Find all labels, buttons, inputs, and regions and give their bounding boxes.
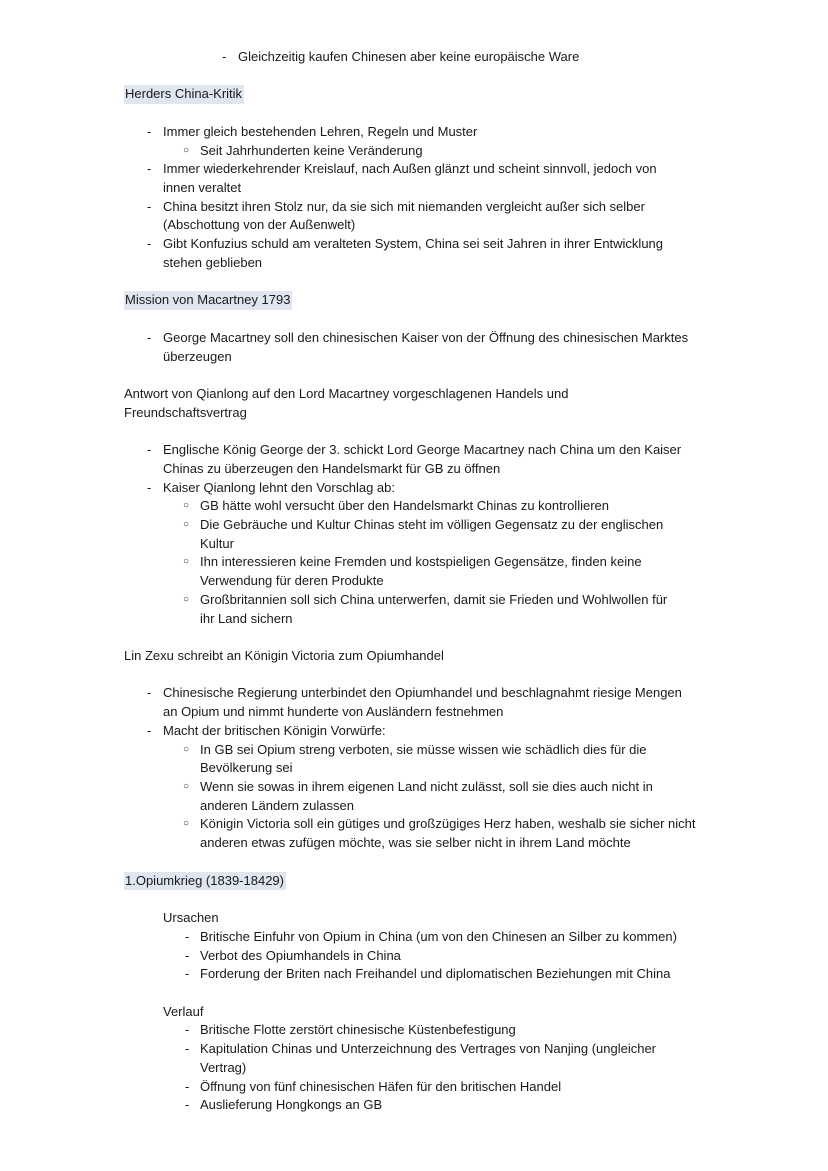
line-text: überzeugen <box>163 348 232 364</box>
line-text: Freundschaftsvertrag <box>124 404 247 420</box>
sub-bullet-item <box>0 516 828 553</box>
blank-line <box>0 853 828 872</box>
bullet-item <box>0 235 828 272</box>
text-line <box>0 348 828 367</box>
subheading <box>0 909 828 928</box>
subheading <box>0 1003 828 1022</box>
text-line <box>0 684 828 703</box>
line-text: Verwendung für deren Produkte <box>200 573 384 589</box>
dash-bullet-icon: - <box>147 161 152 177</box>
text-line <box>0 1040 828 1059</box>
heading-text: Herders China-Kritik <box>124 85 244 104</box>
text-line <box>0 965 828 984</box>
line-text: Ihn interessieren keine Fremden und kostspieligen Gegensätze, finden keine <box>200 554 642 570</box>
bullet-item <box>0 684 828 721</box>
line-text: Bevölkerung sei <box>200 760 293 776</box>
dash-bullet-icon: - <box>185 1097 190 1113</box>
line-text: GB hätte wohl versucht über den Handelsmarkt Chinas zu kontrollieren <box>200 498 609 514</box>
dash-bullet-icon: - <box>185 1078 190 1094</box>
text-line <box>0 591 828 610</box>
sub-bullet-item <box>0 553 828 590</box>
text-line <box>0 48 828 67</box>
bullet-item <box>0 329 828 366</box>
circle-bullet-icon: ○ <box>183 781 190 793</box>
line-text: Verbot des Opiumhandels in China <box>200 947 401 963</box>
text-line <box>0 198 828 217</box>
sub-bullet-item <box>0 591 828 628</box>
text-line <box>0 535 828 554</box>
text-line <box>0 516 828 535</box>
bullet-item <box>0 1078 828 1097</box>
text-line <box>0 647 828 666</box>
sub-bullet-item <box>0 497 828 516</box>
line-text: Chinas zu überzeugen den Handelsmarkt für GB zu öffnen <box>163 460 501 476</box>
line-text: Britische Einfuhr von Opium in China (um von den Chinesen an Silber zu kommen) <box>200 928 677 944</box>
sub-bullet-item <box>0 815 828 852</box>
bullet-item <box>0 1096 828 1115</box>
text-line <box>0 329 828 348</box>
blank-line <box>0 422 828 441</box>
bullet-item <box>0 160 828 197</box>
line-text: Macht der britischen Königin Vorwürfe: <box>163 722 386 738</box>
bullet-item <box>0 1040 828 1077</box>
line-text: Chinesische Regierung unterbindet den Opiumhandel und beschlagnahmt riesige Mengen <box>163 685 682 701</box>
line-text: Ursachen <box>163 910 219 926</box>
text-line <box>0 703 828 722</box>
text-line <box>0 404 828 423</box>
line-text: Antwort von Qianlong auf den Lord Macartney vorgeschlagenen Handels und <box>124 385 569 401</box>
circle-bullet-icon: ○ <box>183 144 190 156</box>
dash-bullet-icon: - <box>147 329 152 345</box>
bullet-item <box>0 441 828 478</box>
text-line <box>0 722 828 741</box>
text-line <box>0 441 828 460</box>
bullet-item <box>0 722 828 741</box>
line-text: Lin Zexu schreibt an Königin Victoria zum Opiumhandel <box>124 648 444 663</box>
text-line <box>0 85 828 104</box>
bullet-item <box>0 947 828 966</box>
line-text: anderen etwas zufügen möchte, was sie selber nicht in ihrem Land möchte <box>200 835 631 851</box>
text-line <box>0 160 828 179</box>
line-text: stehen geblieben <box>163 254 263 270</box>
dash-bullet-icon: - <box>185 1041 190 1057</box>
text-line <box>0 142 828 161</box>
text-line <box>0 1003 828 1022</box>
section-heading <box>0 85 828 104</box>
dash-bullet-icon: - <box>185 1022 190 1038</box>
circle-bullet-icon: ○ <box>183 593 190 605</box>
bullet-item <box>0 123 828 142</box>
dash-bullet-icon: - <box>222 49 227 64</box>
text-line <box>0 254 828 273</box>
section-heading <box>0 291 828 310</box>
text-line <box>0 909 828 928</box>
line-text: Verlauf <box>163 1003 204 1019</box>
line-text: Gibt Konfuzius schuld am veralteten System, China sei seit Jahren in ihrer Entwicklung <box>163 236 664 252</box>
blank-line <box>0 984 828 1003</box>
text-line <box>0 123 828 142</box>
dash-bullet-icon: - <box>147 685 152 701</box>
line-text: ihr Land sichern <box>200 610 293 626</box>
blank-line <box>0 890 828 909</box>
paragraph <box>0 647 828 666</box>
line-text: Immer gleich bestehenden Lehren, Regeln und Muster <box>163 123 478 139</box>
circle-bullet-icon: ○ <box>183 500 190 512</box>
blank-line <box>0 273 828 292</box>
line-text: Forderung der Briten nach Freihandel und diplomatischen Beziehungen mit China <box>200 966 671 982</box>
heading-text: Mission von Macartney 1793 <box>124 291 292 310</box>
line-text: Gleichzeitig kaufen Chinesen aber keine europäische Ware <box>238 49 580 64</box>
text-line <box>0 460 828 479</box>
line-text: Immer wiederkehrender Kreislauf, nach Außen glänzt und scheint sinnvoll, jedoch von <box>163 161 657 177</box>
line-text: Die Gebräuche und Kultur Chinas steht im völligen Gegensatz zu der englischen <box>200 516 664 532</box>
sub-bullet-item <box>0 778 828 815</box>
text-line <box>0 216 828 235</box>
line-text: George Macartney soll den chinesischen Kaiser von der Öffnung des chinesischen Marktes <box>163 329 689 345</box>
bullet-item <box>0 928 828 947</box>
blank-line <box>0 310 828 329</box>
line-text: Kaiser Qianlong lehnt den Vorschlag ab: <box>163 479 395 495</box>
text-line <box>0 1021 828 1040</box>
text-line <box>0 797 828 816</box>
blank-line <box>0 366 828 385</box>
dash-bullet-icon: - <box>147 198 152 214</box>
text-line <box>0 572 828 591</box>
line-text: Vertrag) <box>200 1059 247 1075</box>
text-line <box>0 479 828 498</box>
text-line <box>0 947 828 966</box>
bullet-item <box>0 1021 828 1040</box>
text-line <box>0 1078 828 1097</box>
dash-bullet-icon: - <box>147 123 152 139</box>
line-text: Englische König George der 3. schickt Lord George Macartney nach China um den Kaiser <box>163 442 682 458</box>
blank-line <box>0 67 828 86</box>
blank-line <box>0 628 828 647</box>
text-line <box>0 815 828 834</box>
bullet-item <box>0 48 828 67</box>
heading-text: 1.Opiumkrieg (1839-18429) <box>124 872 286 891</box>
circle-bullet-icon: ○ <box>183 818 190 830</box>
text-line <box>0 385 828 404</box>
text-line <box>0 291 828 310</box>
text-line <box>0 553 828 572</box>
dash-bullet-icon: - <box>147 722 152 738</box>
text-line <box>0 759 828 778</box>
text-line <box>0 741 828 760</box>
text-line <box>0 834 828 853</box>
line-text: (Abschottung von der Außenwelt) <box>163 217 356 233</box>
line-text: In GB sei Opium streng verboten, sie müsse wissen wie schädlich dies für die <box>200 741 647 757</box>
document-page <box>0 48 828 1115</box>
line-text: Kultur <box>200 535 234 551</box>
text-line <box>0 928 828 947</box>
section-heading <box>0 872 828 891</box>
text-line <box>0 778 828 797</box>
dash-bullet-icon: - <box>147 236 152 252</box>
line-text: Seit Jahrhunderten keine Veränderung <box>200 142 423 158</box>
line-text: Königin Victoria soll ein gütiges und großzügiges Herz haben, weshalb sie sicher nicht <box>200 816 696 832</box>
dash-bullet-icon: - <box>147 479 152 495</box>
blank-line <box>0 666 828 685</box>
text-line <box>0 610 828 629</box>
line-text: Öffnung von fünf chinesischen Häfen für den britischen Handel <box>200 1078 562 1094</box>
line-text: Britische Flotte zerstört chinesische Küstenbefestigung <box>200 1022 516 1038</box>
sub-bullet-item <box>0 741 828 778</box>
circle-bullet-icon: ○ <box>183 743 190 755</box>
dash-bullet-icon: - <box>147 442 152 458</box>
line-text: Großbritannien soll sich China unterwerfen, damit sie Frieden und Wohlwollen für <box>200 591 668 607</box>
line-text: an Opium und nimmt hunderte von Ausländern festnehmen <box>163 704 504 720</box>
dash-bullet-icon: - <box>185 928 190 944</box>
text-line <box>0 235 828 254</box>
circle-bullet-icon: ○ <box>183 518 190 530</box>
circle-bullet-icon: ○ <box>183 556 190 568</box>
text-line <box>0 872 828 891</box>
text-line <box>0 497 828 516</box>
blank-line <box>0 104 828 123</box>
bullet-item <box>0 965 828 984</box>
paragraph <box>0 385 828 422</box>
line-text: China besitzt ihren Stolz nur, da sie sich mit niemanden vergleicht außer sich selber <box>163 198 645 214</box>
dash-bullet-icon: - <box>185 966 190 982</box>
bullet-item <box>0 479 828 498</box>
sub-bullet-item <box>0 142 828 161</box>
line-text: Auslieferung Hongkongs an GB <box>200 1097 383 1113</box>
line-text: anderen Ländern zulassen <box>200 797 354 813</box>
text-line <box>0 1096 828 1115</box>
line-text: Kapitulation Chinas und Unterzeichnung des Vertrages von Nanjing (ungleicher <box>200 1041 657 1057</box>
dash-bullet-icon: - <box>185 947 190 963</box>
bullet-item <box>0 198 828 235</box>
line-text: innen veraltet <box>163 180 242 196</box>
text-line <box>0 179 828 198</box>
line-text: Wenn sie sowas in ihrem eigenen Land nicht zulässt, soll sie dies auch nicht in <box>200 779 653 795</box>
text-line <box>0 1059 828 1078</box>
